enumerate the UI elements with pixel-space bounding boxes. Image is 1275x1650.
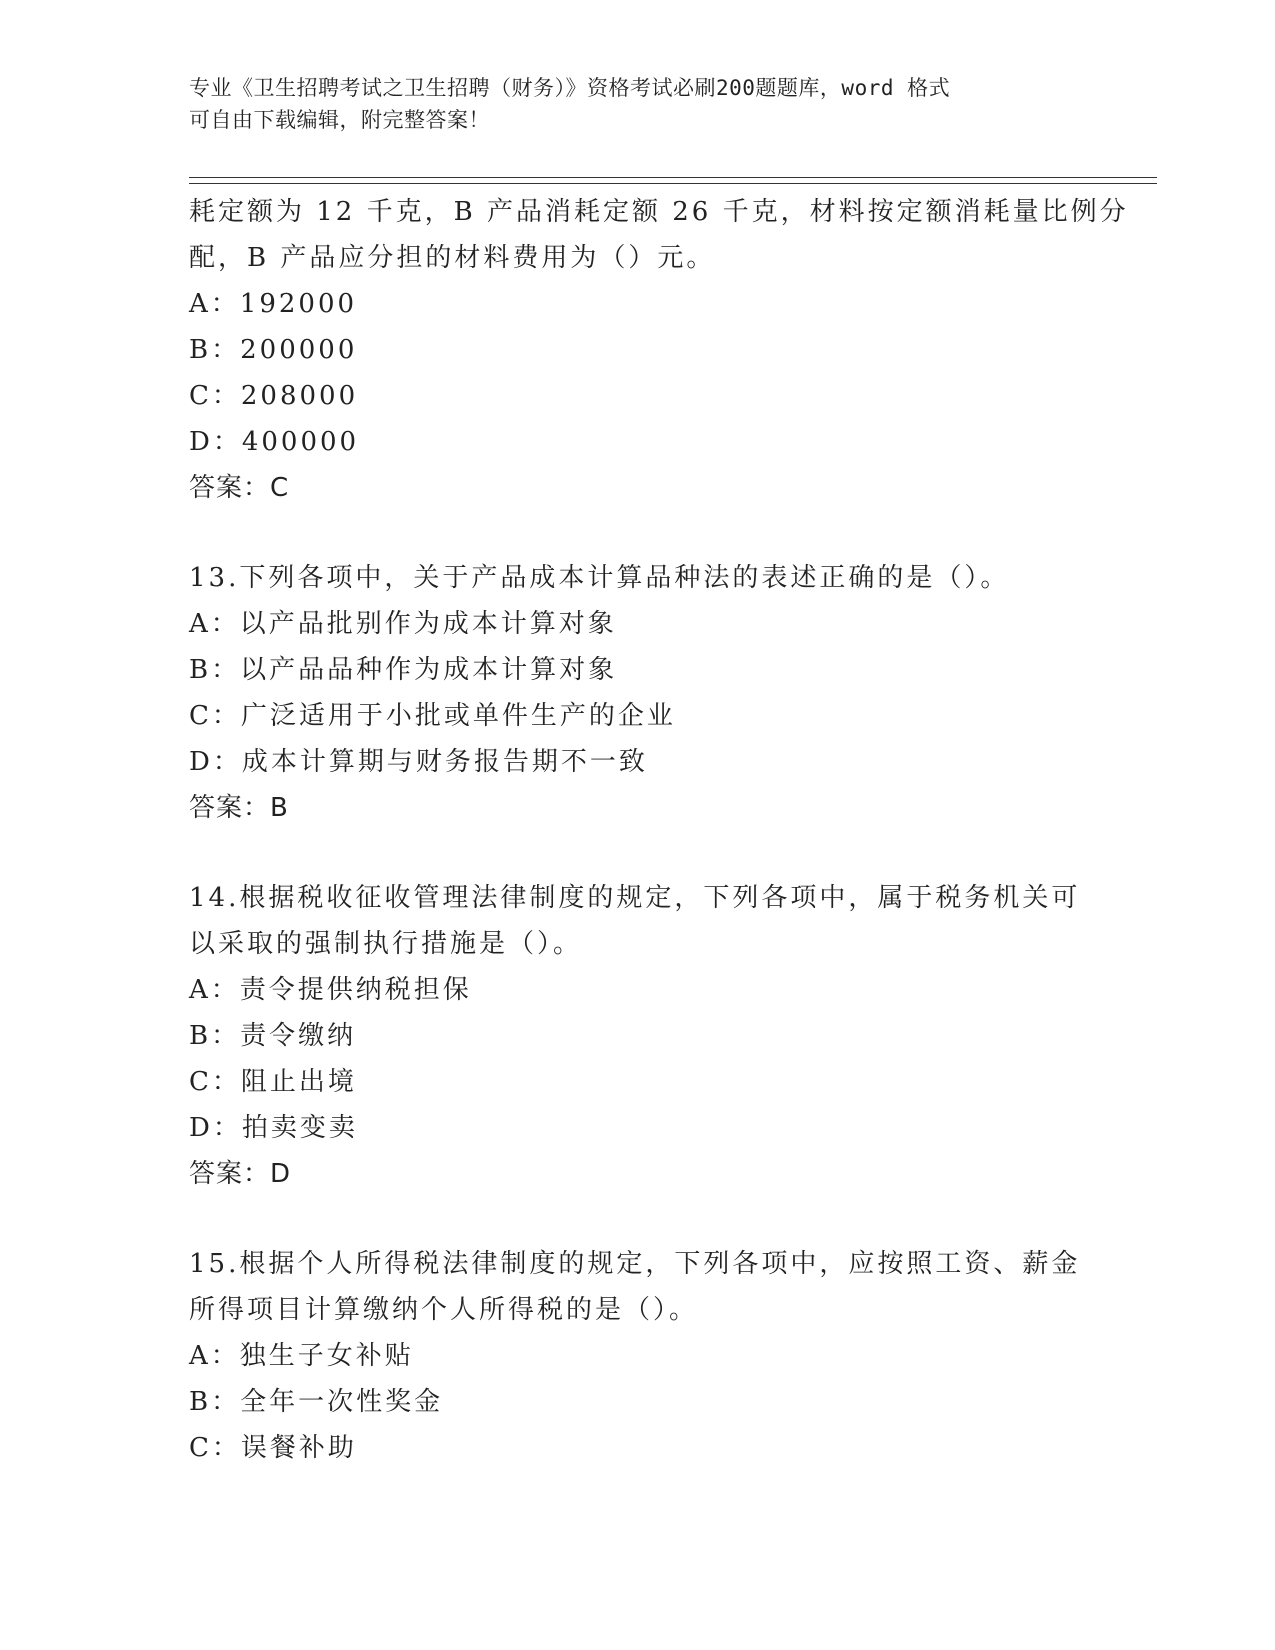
question-13 — [189, 555, 1089, 831]
option-d: D：成本计算期与财务报告期不一致 — [189, 747, 648, 777]
option-a: A：192000 — [189, 289, 358, 319]
option-b: B：以产品品种作为成本计算对象 — [189, 655, 618, 685]
option-b: B：责令缴纳 — [189, 1021, 357, 1051]
header-title-line-2: 可自由下载编辑，附完整答案！ — [189, 108, 490, 132]
option-a: A：独生子女补贴 — [189, 1341, 414, 1371]
document-body — [189, 189, 1129, 1471]
question-stem: 配，B 产品应分担的材料费用为（）元。 — [189, 243, 716, 273]
option-b: B：200000 — [189, 335, 358, 365]
question-spacer — [189, 831, 1089, 875]
option-d: D：拍卖变卖 — [189, 1113, 358, 1143]
option-a: A：以产品批别作为成本计算对象 — [189, 609, 617, 639]
option-c: C：阻止出境 — [189, 1067, 357, 1097]
option-c: C：误餐补助 — [189, 1433, 357, 1463]
answer-label: 答案：D — [189, 1159, 292, 1189]
question-stem: 14.根据税收征收管理法律制度的规定，下列各项中，属于税务机关可 — [189, 883, 1081, 913]
option-a: A：责令提供纳税担保 — [189, 975, 472, 1005]
question-stem: 13.下列各项中，关于产品成本计算品种法的表述正确的是（）。 — [189, 563, 1010, 593]
option-b: B：全年一次性奖金 — [189, 1387, 444, 1417]
question-stem: 以采取的强制执行措施是（）。 — [189, 929, 583, 959]
document-header — [189, 72, 1089, 136]
question-12-continued — [189, 189, 1129, 511]
header-divider-top — [189, 177, 1157, 178]
option-c: C：广泛适用于小批或单件生产的企业 — [189, 701, 676, 731]
question-stem: 耗定额为 12 千克，B 产品消耗定额 26 千克，材料按定额消耗量比例分 — [189, 197, 1129, 227]
header-title-line-1: 专业《卫生招聘考试之卫生招聘（财务）》资格考试必刷200题题库，word 格式 — [189, 76, 951, 100]
question-stem: 15.根据个人所得税法律制度的规定，下列各项中，应按照工资、薪金 — [189, 1249, 1081, 1279]
question-15 — [189, 1241, 1089, 1471]
option-c: C：208000 — [189, 381, 359, 411]
question-14 — [189, 875, 1089, 1197]
question-stem: 所得项目计算缴纳个人所得税的是（）。 — [189, 1295, 699, 1325]
question-spacer — [189, 511, 1089, 555]
header-divider-bottom — [189, 183, 1157, 184]
answer-label: 答案：C — [189, 473, 290, 503]
option-d: D：400000 — [189, 427, 360, 457]
question-spacer — [189, 1197, 1089, 1241]
answer-label: 答案：B — [189, 793, 289, 823]
